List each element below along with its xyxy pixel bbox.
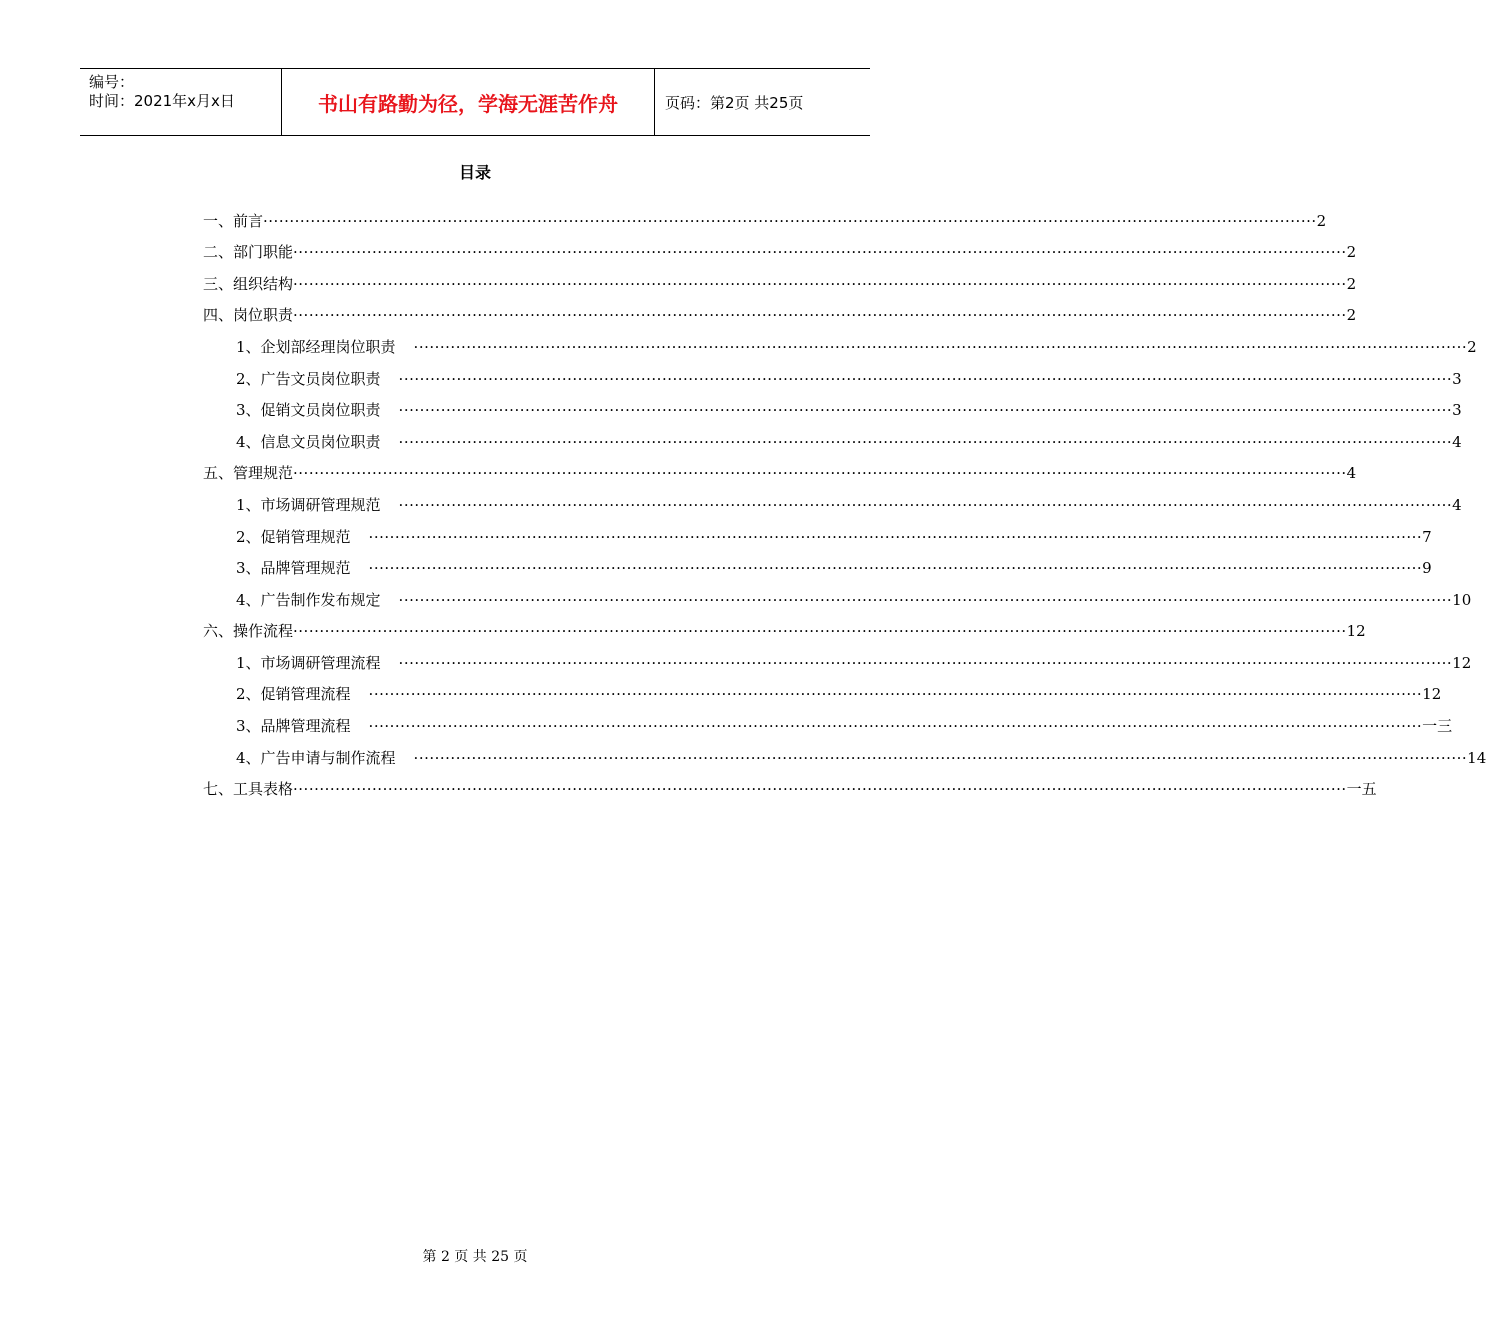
toc-entry[interactable] xyxy=(236,683,1442,705)
toc-dot-leader: ········································································································································································································ xyxy=(413,338,1468,356)
document-date: 时间：2021年x月x日 xyxy=(89,92,235,110)
page-header xyxy=(80,68,870,136)
toc-entry[interactable] xyxy=(203,304,1357,326)
toc-entry-label: 二、部门职能 xyxy=(203,243,294,261)
toc-entry[interactable] xyxy=(203,210,1327,232)
toc-dot-leader: ········································································································································································································ xyxy=(398,433,1453,451)
toc-entry-page: 一三 xyxy=(1422,717,1453,735)
toc-entry[interactable] xyxy=(236,589,1472,611)
toc-entry-label: 三、组织结构 xyxy=(203,275,294,293)
toc-entry-page: 3 xyxy=(1452,401,1462,419)
toc-dot-leader: ········································································································································································································ xyxy=(368,528,1423,546)
toc-entry-label: 2、广告文员岗位职责 xyxy=(236,370,381,388)
header-page-info: 页码：第2页 共25页 xyxy=(665,93,804,112)
toc-entry-label: 2、促销管理规范 xyxy=(236,528,351,546)
toc-entry[interactable] xyxy=(203,462,1357,484)
toc-entry-label: 1、市场调研管理规范 xyxy=(236,496,381,514)
toc-entry-page: 14 xyxy=(1467,749,1486,767)
toc-entry-page: 2 xyxy=(1316,212,1327,230)
toc-entry-page: 2 xyxy=(1346,243,1357,261)
toc-entry-label: 3、促销文员岗位职责 xyxy=(236,401,381,419)
toc-entry-label: 七、工具表格 xyxy=(203,780,294,798)
document-number-label: 编号： xyxy=(89,73,135,91)
toc-entry-label: 1、市场调研管理流程 xyxy=(236,654,381,672)
toc-entry[interactable] xyxy=(203,778,1377,800)
toc-entry-label: 2、促销管理流程 xyxy=(236,685,351,703)
toc-dot-leader: ········································································································································································································ xyxy=(398,370,1453,388)
toc-entry-page: 2 xyxy=(1346,275,1357,293)
toc-entry-label: 3、品牌管理规范 xyxy=(236,559,351,577)
toc-entry-label: 六、操作流程 xyxy=(203,622,294,640)
toc-entry-page: 12 xyxy=(1452,654,1472,672)
toc-entry-label: 4、信息文员岗位职责 xyxy=(236,433,381,451)
toc-dot-leader: ········································································································································································································ xyxy=(398,654,1453,672)
toc-entry-label: 一、前言 xyxy=(203,212,264,230)
toc-dot-leader: ········································································································································································································ xyxy=(398,401,1453,419)
toc-entry-page: 一五 xyxy=(1346,780,1377,798)
toc-dot-leader: ········································································································································································································ xyxy=(398,496,1453,514)
toc-dot-leader: ········································································································································································································ xyxy=(293,306,1347,324)
toc-dot-leader: ········································································································································································································ xyxy=(398,591,1453,609)
toc-dot-leader: ········································································································································································································ xyxy=(293,275,1347,293)
toc-entry[interactable] xyxy=(236,494,1462,516)
toc-dot-leader: ········································································································································································································ xyxy=(293,622,1347,640)
toc-entry-label: 3、品牌管理流程 xyxy=(236,717,351,735)
toc-title: 目录 xyxy=(458,163,491,182)
header-motto: 书山有路勤为径，学海无涯苦作舟 xyxy=(282,69,655,135)
toc-entry[interactable] xyxy=(236,526,1432,548)
toc-entry-label: 4、广告申请与制作流程 xyxy=(236,749,396,767)
toc-entry[interactable] xyxy=(236,652,1472,674)
toc-entry-page: 3 xyxy=(1452,370,1462,388)
toc-dot-leader: ········································································································································································································ xyxy=(368,717,1423,735)
toc-entry[interactable] xyxy=(236,336,1477,358)
toc-dot-leader: ········································································································································································································ xyxy=(368,685,1423,703)
page-footer: 第 2 页 共 25 页 xyxy=(422,1249,528,1265)
toc-entry-page: 4 xyxy=(1452,433,1462,451)
toc-entry[interactable] xyxy=(236,557,1432,579)
toc-entry[interactable] xyxy=(236,431,1462,453)
toc-dot-leader: ········································································································································································································ xyxy=(293,780,1347,798)
toc-entry-page: 12 xyxy=(1346,622,1366,640)
toc-entry[interactable] xyxy=(236,399,1462,421)
toc-dot-leader: ········································································································································································································ xyxy=(293,243,1347,261)
toc-entry-page: 10 xyxy=(1452,591,1472,609)
toc-entry-page: 9 xyxy=(1422,559,1432,577)
header-meta xyxy=(80,69,282,135)
toc-entry[interactable] xyxy=(203,273,1357,295)
toc-entry-page: 2 xyxy=(1467,338,1477,356)
toc-entry-page: 4 xyxy=(1452,496,1462,514)
toc-entry[interactable] xyxy=(236,747,1486,769)
toc-dot-leader: ········································································································································································································ xyxy=(413,749,1468,767)
toc-entry-page: 12 xyxy=(1422,685,1442,703)
toc-entry-page: 7 xyxy=(1422,528,1432,546)
toc-entry-label: 1、企划部经理岗位职责 xyxy=(236,338,396,356)
toc-entry[interactable] xyxy=(203,620,1366,642)
toc-entry[interactable] xyxy=(236,715,1453,737)
toc-dot-leader: ········································································································································································································ xyxy=(368,559,1423,577)
toc-entry-label: 五、管理规范 xyxy=(203,464,294,482)
toc-entry-label: 四、岗位职责 xyxy=(203,306,294,324)
toc-entry-page: 2 xyxy=(1346,306,1357,324)
toc-entry[interactable] xyxy=(236,368,1462,390)
toc-entry-page: 4 xyxy=(1346,464,1357,482)
toc-dot-leader: ········································································································································································································ xyxy=(263,212,1317,230)
toc-entry[interactable] xyxy=(203,241,1357,263)
toc-entry-label: 4、广告制作发布规定 xyxy=(236,591,381,609)
toc-dot-leader: ········································································································································································································ xyxy=(293,464,1347,482)
